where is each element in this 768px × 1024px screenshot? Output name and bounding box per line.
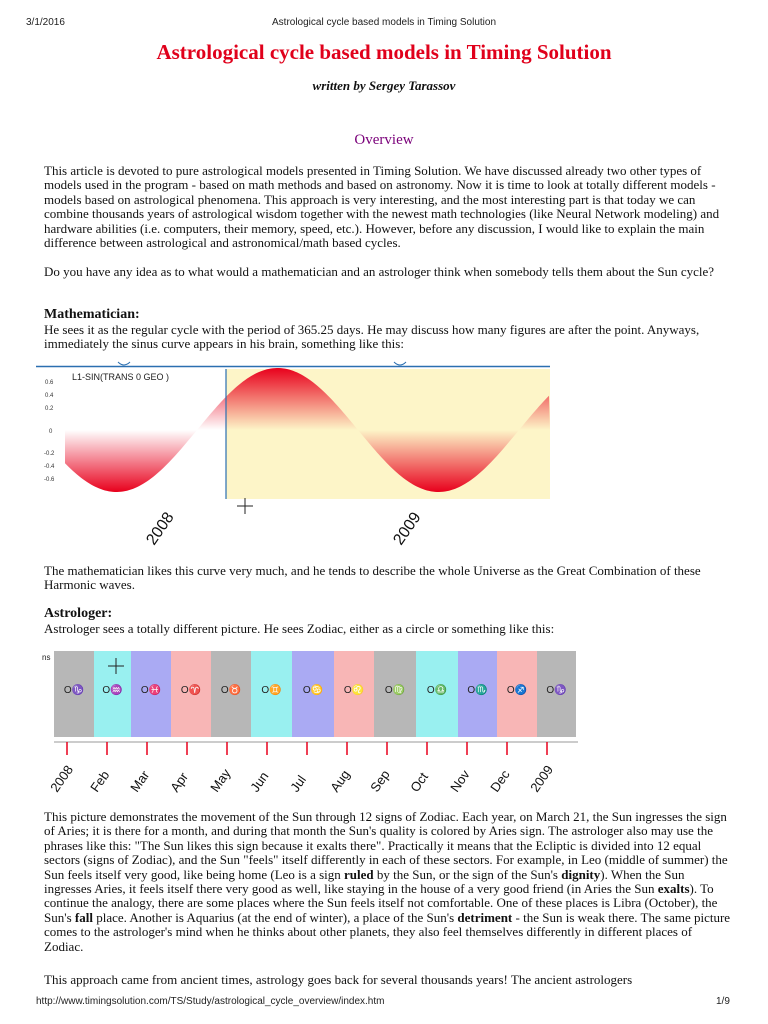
zodiac-month-label: Sep [367,767,393,795]
zodiac-paragraph: This picture demonstrates the movement of the Sun through 12 signs of Zodiac. Each year, on March 21, the Sun ingresses the sign of Aries; it is there for a month, and during that month the Sun's quality is colored by Aries sign. The astrologer also may use the phrases like this: "The Sun likes this sign because it exalts there". Practically it means that the Ecliptic is divided into 12 equal sectors (signs of Zodiac), and the Sun "feels" itself differently in each of these sectors. For example, in Leo (middle of summer) the Sun feels itself very good, like being home (Leo is a sign ruled by the Sun, or the sign of the Sun's dignity). When the Sun ingresses Aries, it feels itself there very good as well, like staying in the house of a very good friend (in Aries the Sun exalts). To continue the analogy, there are some places where the Sun feels itself not comfortable. One of these places is Libra (October), the Sun's fall place. Another is Aquarius (at the end of winter), a place of the Sun's detriment - the Sun is weak there. The same picture comes to the astrologer's mind when he thinks about other planets, they also feel themselves differently in different places of Zodiac. [44,809,731,954]
zodiac-sign-glyph: O♎ [426,685,448,696]
zodiac-sign-glyph: O♓ [140,685,162,696]
zodiac-month-label: Nov [447,767,473,795]
zodiac-month-label: Dec [487,767,513,795]
zodiac-month-label: Apr [167,769,192,795]
last-paragraph: This approach came from ancient times, astrology goes back for several thousands years! The ancient astrologers [44,972,633,987]
sine-y-tick: -0.4 [44,464,55,470]
sine-chart [36,360,556,555]
bold-exalts: exalts [657,881,690,897]
sine-y-tick: 0.2 [45,406,54,412]
mathematician-paragraph: He sees it as the regular cycle with the period of 365.25 days. He may discuss how many figures are after the point. Anyways, immediately the sinus curve appears in his brain, something like this: [44,322,700,352]
author-line: written by Sergey Tarassov [312,78,456,93]
mathematician-heading: Mathematician: [44,307,140,322]
zodiac-sign-glyph: O♑ [546,685,567,696]
sine-top-handle-left [118,362,130,365]
bold-fall: fall [74,909,93,925]
sine-y-tick: 0.4 [45,393,54,399]
zodiac-sign-glyph: O♊ [261,685,282,696]
zodiac-month-label: May [207,765,234,795]
sine-y-tick: 0.6 [45,380,54,386]
zodiac-sign-glyph: O♐ [506,685,528,696]
sine-top-handle-right [394,362,406,365]
zodiac-sign-glyph: O♈ [180,685,202,696]
footer-url-link[interactable]: http://www.timingsolution.com/TS/Study/astrological_cycle_overview/index.htm [36,996,385,1007]
zodiac-month-label: Feb [87,767,113,795]
section-heading-overview: Overview [354,132,414,148]
zodiac-sign-glyph: O♌ [343,685,365,696]
question-paragraph: Do you have any idea as to what would a mathematician and an astrologer think when somebody tells them about the Sun cycle? [44,264,715,279]
zodiac-month-label: Jun [247,768,272,795]
astrologer-heading: Astrologer: [44,606,113,621]
zodiac-corner-label: ns [42,653,51,662]
zodiac-sign-glyph: O♍ [384,685,406,696]
sine-crosshair-icon [237,498,253,514]
zodiac-sign-glyph: O♏ [467,685,488,696]
after-chart-paragraph: The mathematician likes this curve very much, and he tends to describe the whole Universe as the Great Combination of these Harmonic waves. [44,563,701,593]
zodiac-chart [40,647,582,797]
zodiac-sign-glyph: O♑ [63,685,85,696]
sine-y-axis [44,380,55,483]
footer-page-number: 1/9 [716,996,730,1007]
page-title: Astrological cycle based models in Timing Solution [156,40,612,64]
zodiac-month-label: Mar [127,767,153,795]
sine-y-tick: -0.6 [44,477,55,483]
zodiac-sign-glyph: O♋ [302,685,324,696]
sine-x-label-2009: 2009 [390,509,425,549]
sine-y-tick: 0 [49,429,53,435]
zodiac-month-label: Jul [287,772,309,795]
sine-y-tick: -0.2 [44,451,55,457]
zodiac-month-label: 2009 [527,762,557,795]
astrologer-paragraph: Astrologer sees a totally different picture. He sees Zodiac, either as a circle or something like this: [44,621,555,636]
intro-paragraph: This article is devoted to pure astrological models presented in Timing Solution. We have discussed already two other types of models used in the program - based on math methods and based on astronomy. Now it is time to look at totally different models - models based on astrological phenomena. This approach is very interesting, and the most interesting part is that today we can combine thousands years of astrological wisdom together with the newest math technologies (like Neural Network modeling) and hardware abilities (i.e. computers, their memory, speed, etc.). However, before any discussion, I would like to explain the main difference between astrological and astronomical/math based cycles. [44,163,720,251]
zodiac-month-label: Aug [327,767,353,795]
print-date: 3/1/2016 [26,17,65,28]
sine-x-label-2008: 2008 [143,509,178,549]
zodiac-bands [54,651,576,737]
bold-dignity: dignity [561,866,601,882]
zodiac-month-label: 2008 [47,762,77,795]
bold-detriment: detriment [457,909,513,925]
sine-legend: L1-SIN(TRANS 0 GEO ) [72,372,170,382]
zodiac-sign-glyph: O♉ [220,685,242,696]
bold-ruled: ruled [344,866,374,882]
zodiac-sign-glyph: O♒ [102,685,123,696]
zodiac-month-label: Oct [407,769,432,795]
print-header-title: Astrological cycle based models in Timing Solution [272,17,496,28]
zodiac-ticks [47,742,556,795]
